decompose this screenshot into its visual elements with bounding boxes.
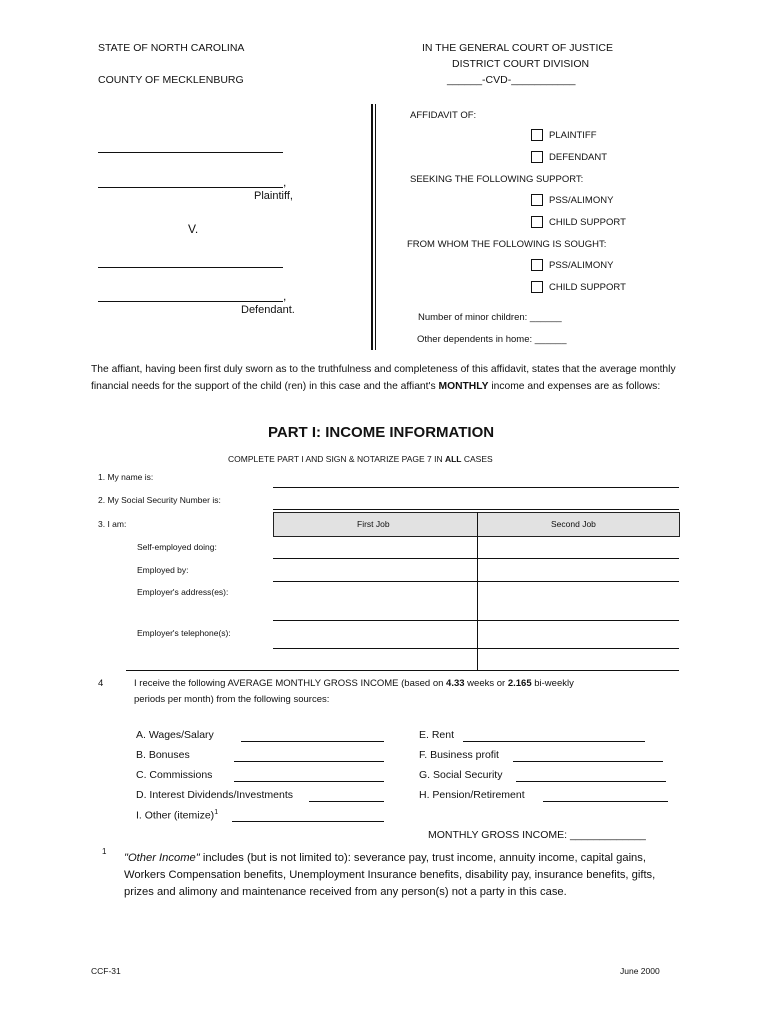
division-label: DISTRICT COURT DIVISION [452,58,590,70]
employer-telephone-line[interactable] [273,648,679,649]
income-a-line[interactable] [241,741,384,742]
seeking-support-title: SEEKING THE FOLLOWING SUPPORT: [410,174,584,185]
question-4-line-2: periods per month) from the following sources: [134,694,330,705]
employed-by-label: Employed by: [137,565,189,575]
caption-divider [371,104,373,350]
income-a-label: A. Wages/Salary [136,729,214,741]
employer-address-line[interactable] [273,620,679,621]
seeking-child-support-label: CHILD SUPPORT [549,217,626,228]
employed-by-line[interactable] [273,581,679,582]
income-h-label: H. Pension/Retirement [419,789,525,801]
seeking-pss-alimony-label: PSS/ALIMONY [549,195,614,206]
from-child-support-checkbox[interactable] [531,281,543,293]
plaintiff-checkbox[interactable] [531,129,543,141]
self-employed-line[interactable] [273,558,679,559]
income-c-line[interactable] [234,781,384,782]
question-4-number: 4 [98,678,104,689]
file-number-field[interactable]: ______-CVD-___________ [447,74,576,86]
from-whom-title: FROM WHOM THE FOLLOWING IS SOUGHT: [407,239,607,250]
footnote-mark: 1 [102,847,107,856]
part1-instruction: COMPLETE PART I AND SIGN & NOTARIZE PAGE 7 IN ALL CASES [228,454,493,464]
job-column-divider [477,512,478,670]
employer-telephone-label: Employer's telephone(s): [137,628,231,638]
county-label: COUNTY OF MECKLENBURG [98,74,244,86]
income-g-label: G. Social Security [419,769,503,781]
part1-title: PART I: INCOME INFORMATION [268,424,495,441]
caption-divider-inner [375,104,376,350]
other-dependents-field[interactable]: Other dependents in home: ______ [417,334,567,345]
income-e-label: E. Rent [419,729,455,741]
income-d-label: D. Interest Dividends/Investments [136,789,293,801]
question-2-label: 2. My Social Security Number is: [98,495,221,505]
employer-address-label: Employer's address(es): [137,587,229,597]
section-4-top-rule [126,670,679,671]
defendant-name-line-2[interactable] [98,301,283,302]
plaintiff-comma: , [283,175,287,189]
seeking-child-support-checkbox[interactable] [531,216,543,228]
versus-label: V. [188,222,199,236]
income-b-line[interactable] [234,761,384,762]
income-b-label: B. Bonuses [136,749,190,761]
state-label: STATE OF NORTH CAROLINA [98,42,245,54]
ssn-line[interactable] [273,509,679,510]
intro-paragraph: The affiant, having been first duly sworn as to the truthfulness and completeness of this affidavit, states that the average monthly financial needs for the support of the child (ren) in this case and the affiant's MONTHLY income and expenses are as follows: [91,364,676,392]
defendant-checkbox[interactable] [531,151,543,163]
first-job-header: First Job [357,519,390,529]
form-id: CCF-31 [91,966,121,976]
question-1-label: 1. My name is: [98,472,154,482]
income-f-label: F. Business profit [419,749,499,761]
form-date: June 2000 [620,966,660,976]
seeking-pss-alimony-checkbox[interactable] [531,194,543,206]
monthly-gross-income-total[interactable]: MONTHLY GROSS INCOME: _____________ [428,829,646,841]
from-pss-alimony-checkbox[interactable] [531,259,543,271]
footnote-text: "Other Income" includes (but is not limited to): severance pay, trust income, annuity income, capital gains, Workers Compensation benefits, Unemployment Insurance benefits, disability pay, insurance benefits, gifts, prizes and alimony and maintenance received from any person(s) not a party in this case. [124,852,656,898]
defendant-label: Defendant. [241,304,295,316]
second-job-header: Second Job [551,519,596,529]
question-3-label: 3. I am: [98,519,127,529]
income-e-line[interactable] [463,741,645,742]
minor-children-field[interactable]: Number of minor children: ______ [418,312,562,323]
defendant-name-line-1[interactable] [98,267,283,268]
defendant-comma: , [283,289,287,303]
income-f-line[interactable] [513,761,663,762]
from-pss-alimony-label: PSS/ALIMONY [549,260,614,271]
plaintiff-name-line-2[interactable] [98,187,283,188]
plaintiff-option-label: PLAINTIFF [549,130,597,141]
self-employed-label: Self-employed doing: [137,542,217,552]
defendant-option-label: DEFENDANT [549,152,608,163]
income-c-label: C. Commissions [136,769,213,781]
question-4-line-1: I receive the following AVERAGE MONTHLY GROSS INCOME (based on 4.33 weeks or 2.165 bi-weekly [134,678,574,689]
income-i-label: I. Other (itemize)$^1$ [136,809,219,822]
income-i-line[interactable] [232,821,384,822]
affidavit-of-title: AFFIDAVIT OF: [410,110,477,121]
court-label: IN THE GENERAL COURT OF JUSTICE [422,42,613,54]
plaintiff-label: Plaintiff, [254,190,293,202]
income-h-line[interactable] [543,801,668,802]
income-g-line[interactable] [516,781,666,782]
income-d-line[interactable] [309,801,384,802]
from-child-support-label: CHILD SUPPORT [549,282,626,293]
name-line[interactable] [273,487,679,488]
plaintiff-name-line-1[interactable] [98,152,283,153]
